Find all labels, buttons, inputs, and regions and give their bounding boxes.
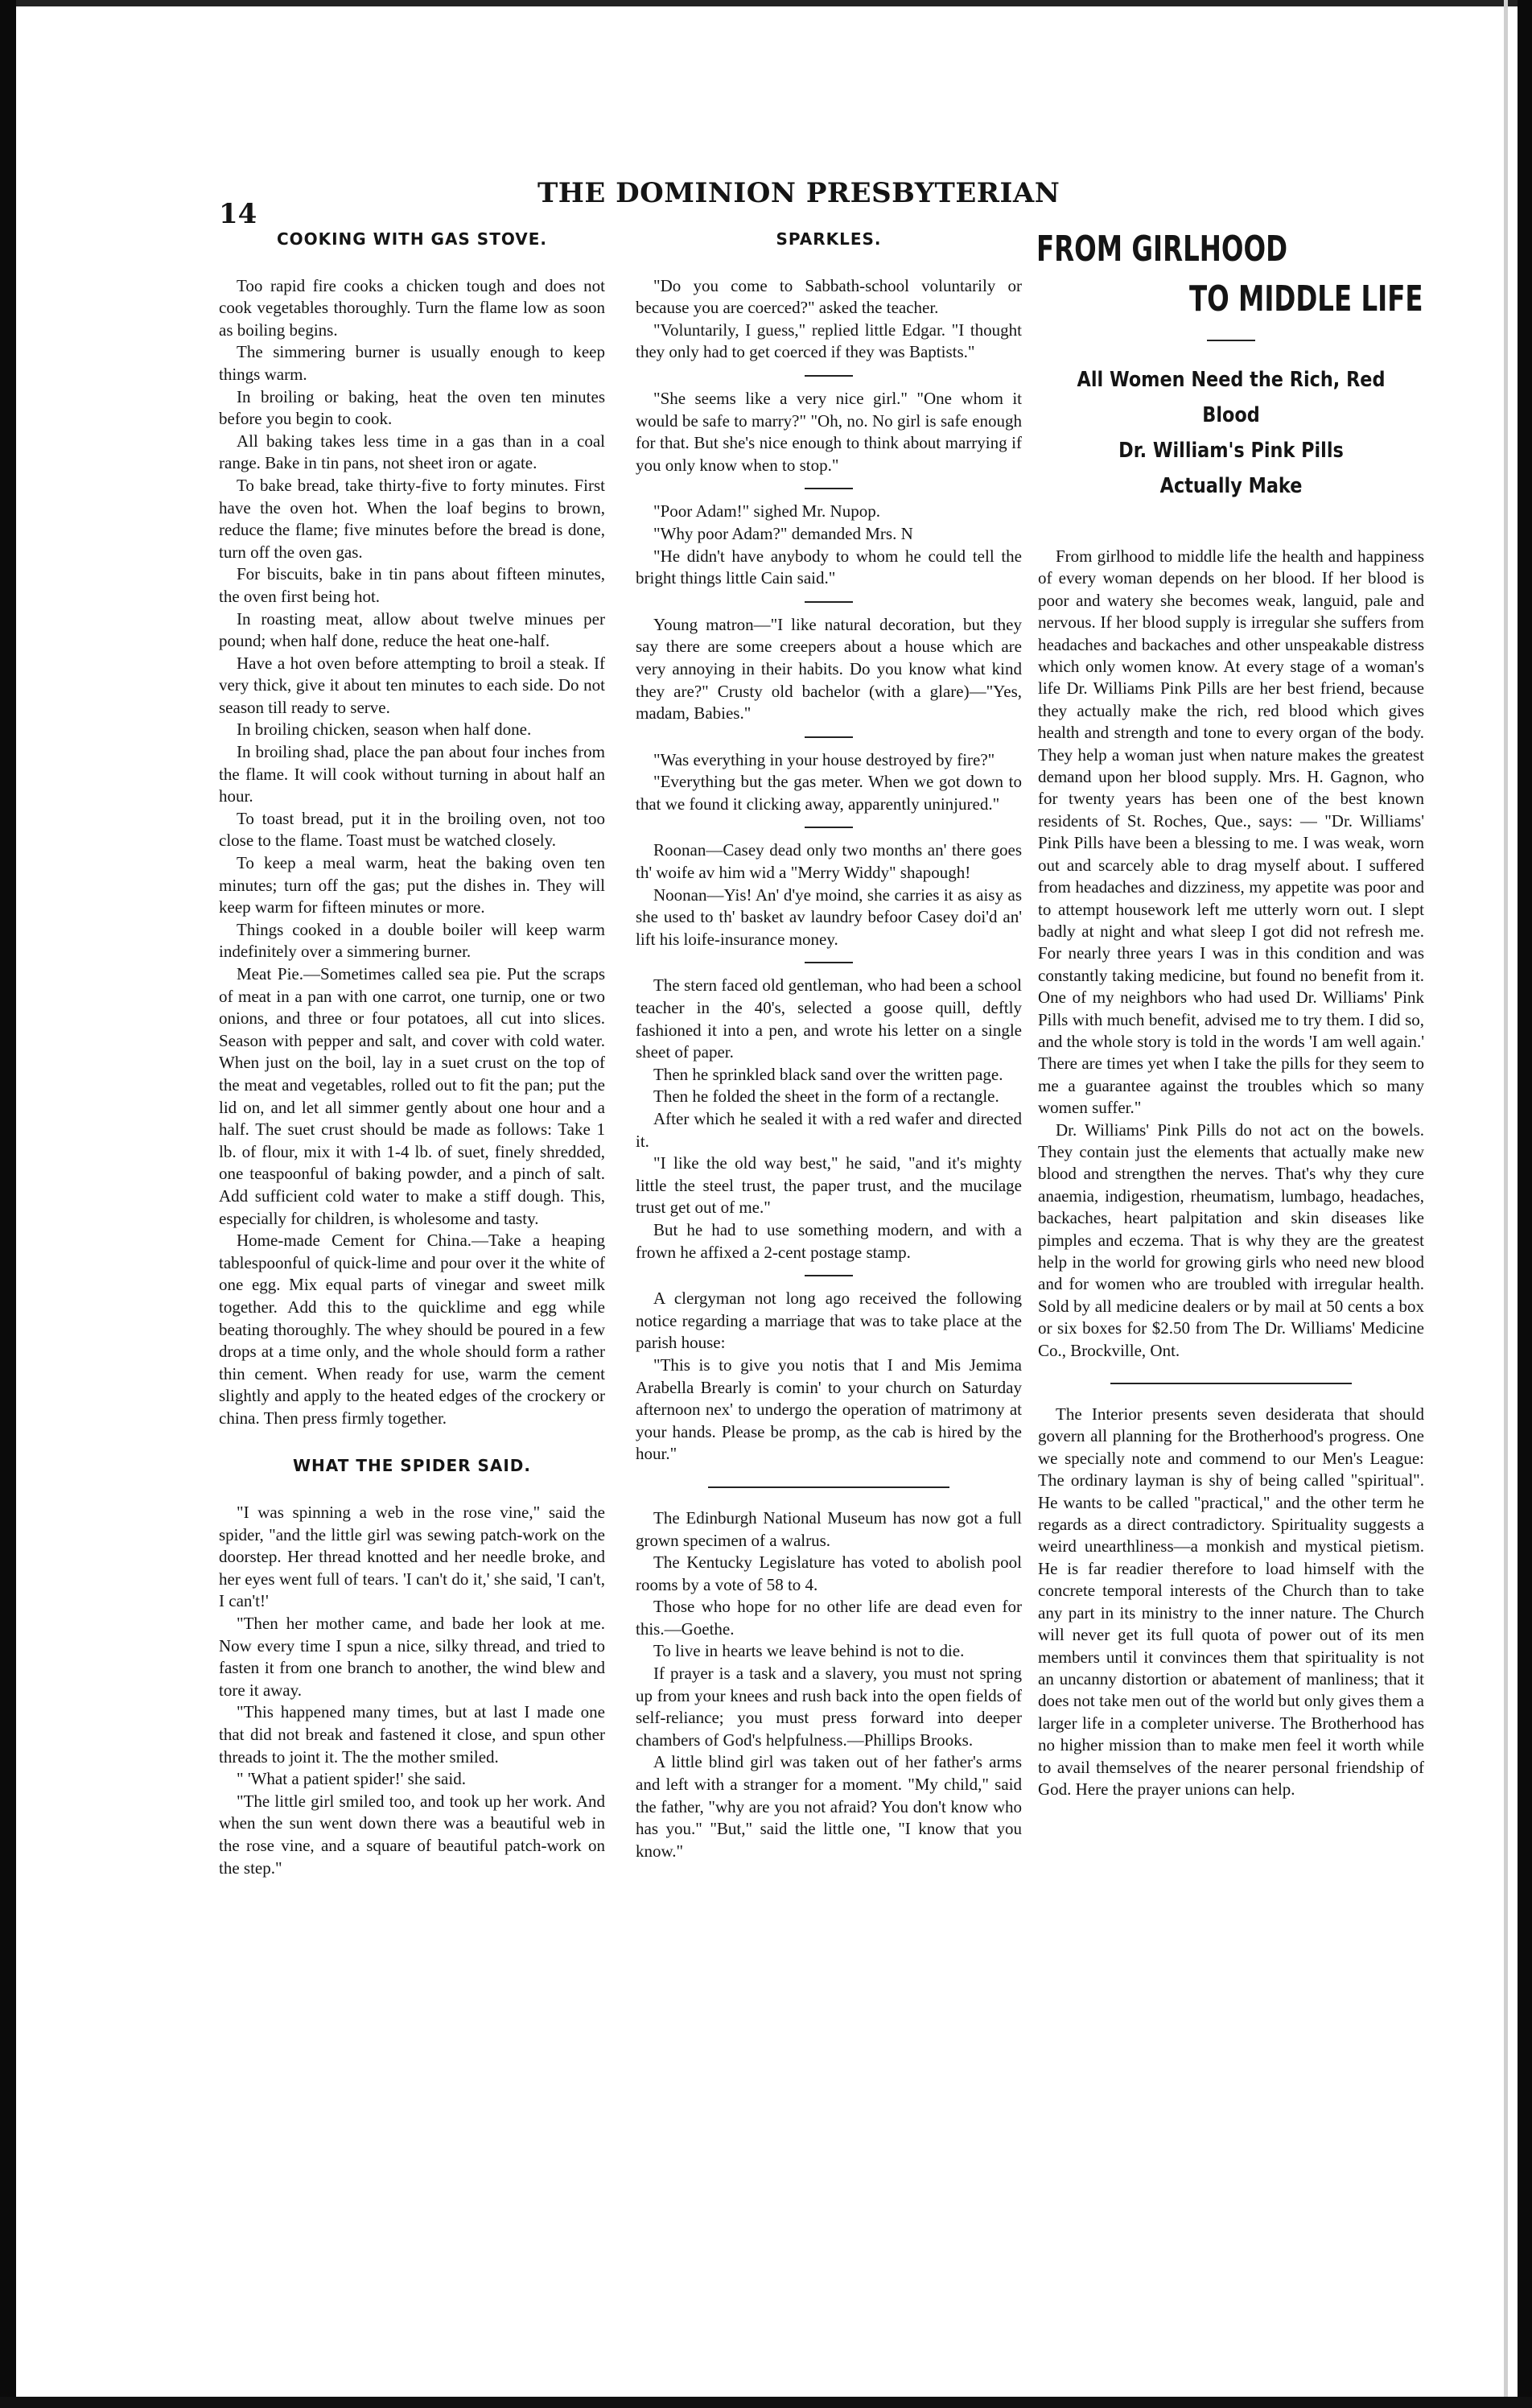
paragraph: "Everything but the gas meter. When we got down to that we found it clicking away, apparently uninjured." <box>636 772 1022 814</box>
paragraph: To keep a meal warm, heat the baking oven ten minutes; turn off the gas; put the dishes in. They will keep warm for fifteen minutes or more. <box>219 853 605 917</box>
sparkle-item <box>636 749 1022 816</box>
paragraph: Meat Pie.—Sometimes called sea pie. Put the scraps of meat in a pan with one carrot, one turnip, one or two onions, and three or four potatoes, all cut into slices. Season with pepper and salt, and cover with cold water. When just on the boil, lay in a suet crust on the top of the meat and vegetables, rolled out to fit the pan; put the lid on, and let all simmer gently about one hour and a half. The suet crust should be made as follows: Take 1 lb. of flour, mix it with 1-4 lb. of suet, finely shredded, one teaspoonful of baking powder, and a pinch of salt. Add sufficient cold water to make a stiff dough. This, especially for children, is wholesome and tasty. <box>219 964 605 1228</box>
divider <box>1207 340 1255 341</box>
paragraph: Home-made Cement for China.—Take a heaping tablespoonful of quick-lime and pour over it the white of one egg. Mix equal parts of vinegar and sweet milk together. Add this to the quicklime and egg while beating thoroughly. The whey should be poured in a few drops at a time only, and the whole should form a rather thin cement. When ready for use, warm the cement slightly and apply to the heated edges of the crockery or china. Then press firmly together. <box>219 1231 605 1428</box>
paragraph: Then he folded the sheet in the form of a rectangle. <box>653 1086 999 1107</box>
paragraph: "This happened many times, but at last I made one that did not break and fastened it close, and spun other threads to joint it. The the mother smiled. <box>219 1702 605 1767</box>
divider <box>805 736 853 738</box>
sparkle-item <box>636 501 1022 589</box>
divider <box>805 375 853 377</box>
divider <box>805 601 853 603</box>
scan-edge-top <box>0 0 1532 6</box>
paragraph: From girlhood to middle life the health and happiness of every woman depends on her blood. If her blood is poor and watery she becomes weak, languid, pale and nervous. If her blood supply is irregular she suffers from headaches and backaches and other unspeakable distress which only women know. At every stage of a woman's life Dr. Williams Pink Pills are her best friend, because they actually make the rich, red blood which gives health and strength and tone to every organ of the body. They help a woman just when nature makes the greatest demand upon her blood supply. Mrs. H. Gagnon, who for twenty years has been one of the best known residents of St. Roches, Que., says: — "Dr. Williams' Pink Pills have been a blessing to me. I was weak, worn out and scarcely able to drag myself about. I suffered from headaches and dizziness, my appetite was poor and to attempt housework left me utterly worn out. I slept badly at night and what sleep I got did not refresh me. For nearly three years I was in this condition and was constantly taking medicine, but found no benefit from it. One of my neighbors who had used Dr. Williams' Pink Pills with much benefit, advised me to try them. I did so, and the whole story is told in the words 'I am well again.' There are times yet when I take the pills for they seem to me a guarantee against the troubles which so many women suffer." <box>1038 546 1424 1118</box>
sparkle-item <box>636 839 1022 950</box>
sparkle-item <box>636 1507 1022 1863</box>
sparkle-item <box>636 975 1022 1264</box>
scan-edge-bottom <box>0 2397 1532 2408</box>
paragraph: The Kentucky Legislature has voted to abolish pool rooms by a vote of 58 to 4. <box>636 1552 1022 1594</box>
paragraph: Too rapid fire cooks a chicken tough and does not cook vegetables thoroughly. Turn the flame low as soon as boiling begins. <box>219 275 605 340</box>
paragraph: "He didn't have anybody to whom he could tell the bright things little Cain said." <box>636 546 1022 588</box>
paragraph: Things cooked in a double boiler will keep warm indefinitely over a simmering burner. <box>219 919 605 962</box>
paragraph: To live in hearts we leave behind is not to die. <box>653 1641 965 1661</box>
sparkle-item <box>636 275 1022 364</box>
paragraph: "Then her mother came, and bade her look at me. Now every time I spun a nice, silky thread, and tried to fasten it from one branch to another, the wind blew and tore it away. <box>219 1614 605 1700</box>
divider <box>805 1275 853 1276</box>
paragraph: A clergyman not long ago received the following notice regarding a marriage that was to take place at the parish house: <box>636 1289 1022 1353</box>
paragraph: "She seems like a very nice girl." "One whom it would be safe to marry?" "Oh, no. No girl is safe enough for that. But she's nice enough to think about marrying if you only know when to stop." <box>636 388 1022 475</box>
paragraph: The Edinburgh National Museum has now got a full grown specimen of a walrus. <box>636 1507 1022 1550</box>
paragraph: A little blind girl was taken out of her father's arms and left with a stranger for a moment. "My child," said the father, "why are you not afraid? You don't know who has you." "But," said the little one, "I know that you know." <box>636 1752 1022 1861</box>
ad-subhead-1: All Women Need the Rich, Red Blood <box>1077 368 1386 427</box>
sparkle-item <box>636 388 1022 476</box>
paragraph: Then he sprinkled black sand over the written page. <box>653 1064 1003 1084</box>
ad-subhead-2: Dr. William's Pink Pills <box>1118 439 1344 463</box>
paragraph: "Was everything in your house destroyed by fire?" <box>653 749 995 769</box>
running-head: THE DOMINION PRESBYTERIAN <box>537 177 1060 209</box>
paragraph: In broiling shad, place the pan about four inches from the flame. It will cook without turning in about half an hour. <box>219 742 605 806</box>
divider <box>708 1486 949 1488</box>
sparkles-items <box>636 275 1022 1863</box>
divider <box>1110 1383 1352 1384</box>
sparkle-item <box>636 614 1022 725</box>
divider <box>805 827 853 828</box>
paragraph: To toast bread, put it in the broiling oven, not too close to the flame. Toast must be watched closely. <box>219 808 605 851</box>
paragraph: Noonan—Yis! An' d'ye moind, she carries it as aisy as she used to th' basket av laundry befoor Casey doi'd an' lift his loife-insurance money. <box>636 884 1022 949</box>
paragraph: Dr. Williams' Pink Pills do not act on the bowels. They contain just the elements that actually make new blood and strengthen the nerves. That's why they cure anaemia, indigestion, rheumatism, lumbago, headaches, backaches, heart palpitation and skin diseases like pimples and eczema. That is why they are the greatest help in the world for growing girls who need new blood and for women who are troubled with irregular health. Sold by all medicine dealers or by mail at 50 cents a box or six boxes for $2.50 from The Dr. Williams' Medicine Co., Brockville, Ont. <box>1038 1119 1424 1360</box>
sparkles-heading: SPARKLES. <box>776 229 882 249</box>
paragraph: "The little girl smiled too, and took up her work. And when the sun went down there was a beautiful web in the rose vine, and a square of beautiful patch-work on the step." <box>219 1791 605 1878</box>
spider-heading: WHAT THE SPIDER SAID. <box>293 1456 531 1476</box>
spacer <box>1038 504 1424 546</box>
paragraph: In broiling or baking, heat the oven ten minutes before you begin to cook. <box>219 386 605 429</box>
divider <box>805 488 853 489</box>
paragraph: If prayer is a task and a slavery, you must not spring up from your knees and rush back into the open fields of self-reliance; you must press forward into deeper chambers of God's helpfulness.—Phillips Brooks. <box>636 1664 1022 1750</box>
paragraph: Those who hope for no other life are dead even for this.—Goethe. <box>636 1597 1022 1639</box>
paragraph: But he had to use something modern, and with a frown he affixed a 2-cent postage stamp. <box>636 1219 1022 1262</box>
paragraph: In roasting meat, allow about twelve minues per pound; when half done, reduce the heat one-half. <box>219 608 605 651</box>
ad-headline-line-2: TO MIDDLE LIFE <box>1189 278 1423 320</box>
paragraph: "Do you come to Sabbath-school voluntarily or because you are coerced?" asked the teacher. <box>636 275 1022 318</box>
ad-body <box>1038 546 1424 1362</box>
paragraph: " 'What a patient spider!' she said. <box>237 1769 466 1789</box>
scan-edge-left <box>0 0 16 2408</box>
paragraph: For biscuits, bake in tin pans about fifteen minutes, the oven first being hot. <box>219 564 605 606</box>
paragraph: All baking takes less time in a gas than in a coal range. Bake in tin pans, not sheet iron or agate. <box>219 431 605 473</box>
column-cooking <box>219 229 605 1879</box>
paragraph: "Poor Adam!" sighed Mr. Nupop. <box>653 501 880 522</box>
cooking-heading: COOKING WITH GAS STOVE. <box>276 229 548 249</box>
ad-subhead-3: Actually Make <box>1159 474 1303 498</box>
paragraph: "This is to give you notis that I and Mis Jemima Arabella Brearly is comin' to your church on Saturday afternoon nex' to undergo the operation of matrimony at your hands. Please be promp, as the cab is hired by the hour." <box>636 1354 1022 1464</box>
paragraph: To bake bread, take thirty-five to forty minutes. First have the oven hot. When the loaf begins to brown, reduce the flame; five minutes before the bread is done, turn off the oven gas. <box>219 475 605 562</box>
page-number: 14 <box>219 198 257 230</box>
column-advertisement <box>1038 229 1424 1800</box>
cooking-article <box>219 275 605 1430</box>
paragraph: The stern faced old gentleman, who had been a school teacher in the 40's, selected a goose quill, deftly fashioned it into a pen, and wrote his letter on a single sheet of paper. <box>636 975 1022 1062</box>
scan-edge-right-line <box>1504 0 1508 2408</box>
divider <box>805 962 853 963</box>
paragraph: Young matron—"I like natural decoration, but they say there are some creepers about a house which are very annoying in their habits. Do you know what kind they are?" Crusty old bachelor (with a glare)—"Yes, madam, Babies." <box>636 614 1022 724</box>
paragraph: The simmering burner is usually enough to keep things warm. <box>219 342 605 384</box>
paragraph: Have a hot oven before attempting to broil a steak. If very thick, give it about ten minutes to each side. Do not season till ready to serve. <box>219 653 605 717</box>
interior-article: The Interior presents seven desiderata that should govern all planning for the Brotherhood's progress. One we specially note and commend to our Men's League: The ordinary layman is shy of being called "spiritual". He wants to be called "practical," and the other term he regards as a direct contradictory. Spirituality suggests a weird unearthliness—a monkish and mystical pietism. He is far readier therefore to load himself with the concrete temporal interests of the Church than to take any part in its ministry to the inner nature. The Church will never get its full quota of power out of its men members until it convinces them that spirituality is not an uncanny distortion or abatement of manliness; that it does not take men out of the world but only gives them a larger life in a completer universe. The Brotherhood has no higher mission than to make men feel it worth while to avail themselves of the nearer personal friendship of God. Here the prayer unions can help. <box>1038 1404 1424 1799</box>
sparkle-item <box>636 1288 1022 1466</box>
paragraph: "I was spinning a web in the rose vine," said the spider, "and the little girl was sewing patch-work on the doorstep. Her thread knotted and her needle broke, and her eyes went full of tears. 'I can't do it,' she said, 'I can't, I can't!' <box>219 1503 605 1611</box>
ad-headline-line-1: FROM GIRLHOOD <box>1036 229 1288 270</box>
paragraph: In broiling chicken, season when half done. <box>237 720 532 740</box>
column-sparkles <box>636 229 1022 1862</box>
paragraph: "I like the old way best," he said, "and it's mighty little the steel trust, the paper trust, and the mucilage trust get out of me." <box>636 1153 1022 1218</box>
paragraph: "Voluntarily, I guess," replied little Edgar. "I thought they only had to get coerced if they was Baptists." <box>636 320 1022 362</box>
paragraph: Roonan—Casey dead only two months an' there goes th' woife av him wid a "Merry Widdy" shapough! <box>636 840 1022 883</box>
paragraph: After which he sealed it with a red wafer and directed it. <box>636 1109 1022 1151</box>
paragraph: "Why poor Adam?" demanded Mrs. N <box>653 523 913 543</box>
spider-article <box>219 1502 605 1879</box>
scan-edge-right <box>1518 0 1532 2408</box>
